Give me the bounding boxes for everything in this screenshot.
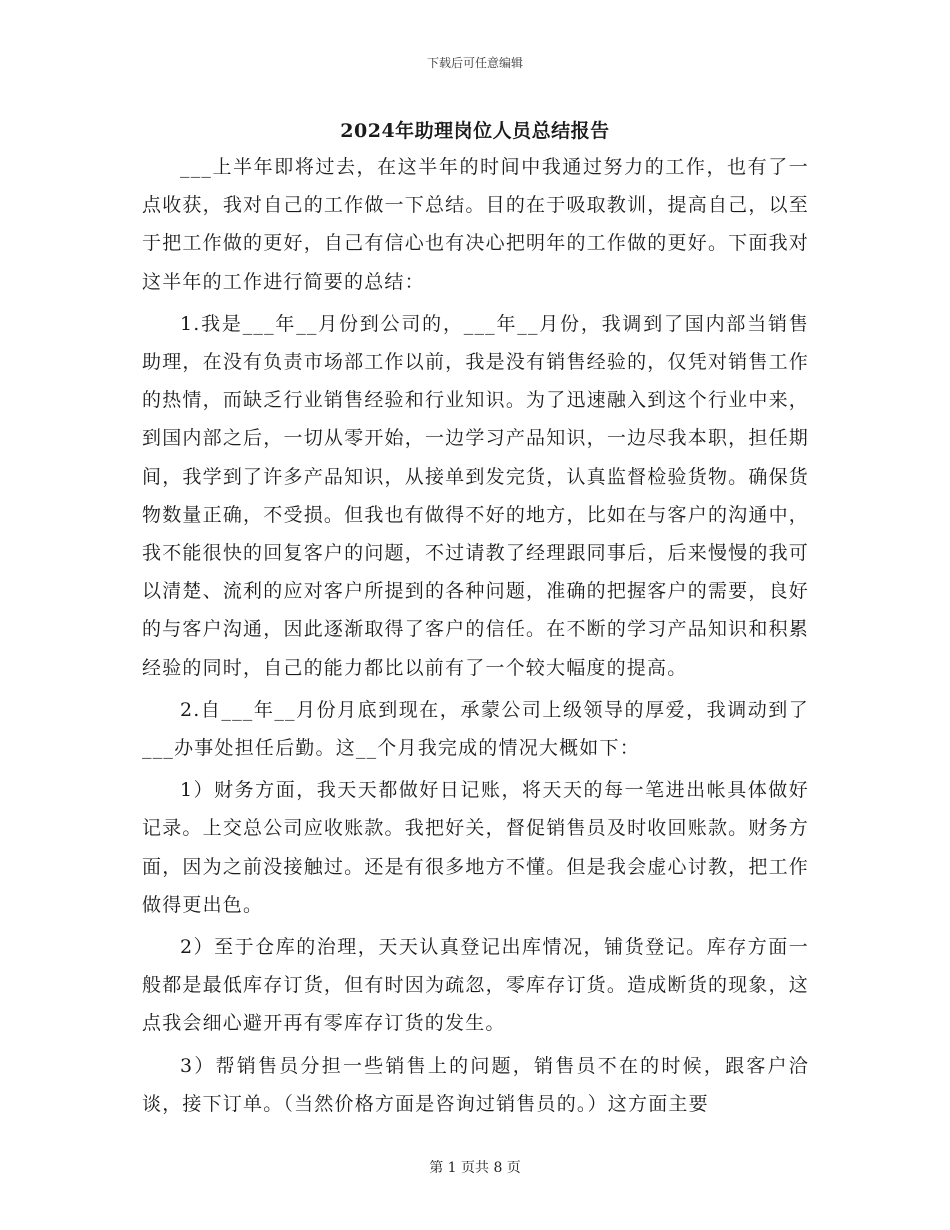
document-body (142, 148, 809, 1127)
paragraph-finance: 1）财务方面，我天天都做好日记账，将天天的每一笔进出帐具体做好记录。上交总公司应收账款。我把好关，督促销售员及时收回账款。财务方面，因为之前没接触过。还是有很多地方不懂。但是我会虚心讨教，把工作做得更出色。 (142, 779, 809, 916)
page-footer: 第 1 页共 8 页 (429, 1160, 521, 1176)
paragraph-intro: ___上半年即将过去，在这半年的时间中我通过努力的工作，也有了一点收获，我对自己的工作做一下总结。目的在于吸取教训，提高自己，以至于把工作做的更好，自己有信心也有决心把明年的工作做的更好。下面我对这半年的工作进行简要的总结： (142, 156, 809, 293)
paragraph-item-1: 1.我是___年__月份到公司的，___年__月份，我调到了国内部当销售助理，在没有负责市场部工作以前，我是没有销售经验的，仅凭对销售工作的热情，而缺乏行业销售经验和行业知识。为了迅速融入到这个行业中来，到国内部之后，一切从零开始，一边学习产品知识，一边尽我本职，担任期间，我学到了许多产品知识，从接单到发完货，认真监督检验货物。确保货物数量正确，不受损。但我也有做得不好的地方，比如在与客户的沟通中，我不能很快的回复客户的问题，不过请教了经理跟同事后，后来慢慢的我可以清楚、流利的应对客户所提到的各种问题，准确的把握客户的需要，良好的与客户沟通，因此逐渐取得了客户的信任。在不断的学习产品知识和积累经验的同时，自己的能力都比以前有了一个较大幅度的提高。 (142, 312, 809, 679)
paragraph-sales-support: 3）帮销售员分担一些销售上的问题，销售员不在的时候，跟客户洽谈，接下订单。（当然价格方面是咨询过销售员的。）这方面主要 (142, 1054, 809, 1115)
document-title: 2024年助理岗位人员总结报告 (340, 120, 610, 142)
paragraph-warehouse: 2）至于仓库的治理，天天认真登记出库情况，铺货登记。库存方面一般都是最低库存订货，但有时因为疏忽，零库存订货。造成断货的现象，这点我会细心避开再有零库存订货的发生。 (142, 936, 809, 1035)
paragraph-item-2: 2.自___年__月份月底到现在，承蒙公司上级领导的厚爱，我调动到了___办事处担任后勤。这__个月我完成的情况大概如下： (142, 698, 809, 760)
header-note: 下载后可任意编辑 (426, 56, 523, 70)
